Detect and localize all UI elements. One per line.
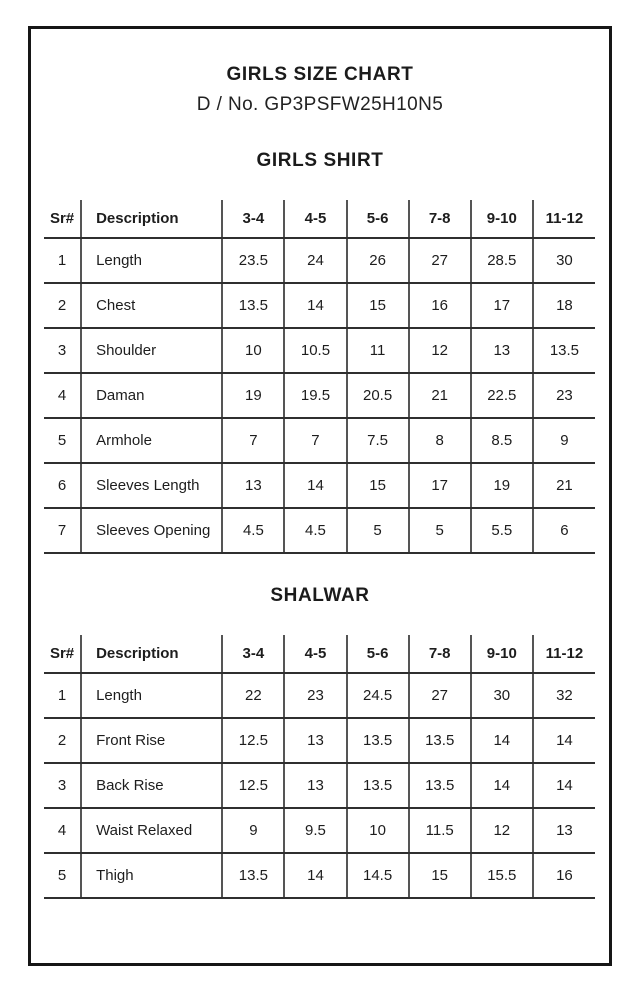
value-cell: 17 bbox=[471, 283, 533, 328]
sr-cell: 7 bbox=[44, 508, 81, 553]
shalwar-size-table bbox=[44, 635, 595, 899]
value-cell: 9 bbox=[533, 418, 595, 463]
description-cell: Thigh bbox=[81, 853, 222, 898]
value-cell: 13.5 bbox=[409, 718, 471, 763]
table-row bbox=[44, 328, 595, 373]
column-header-size: 3-4 bbox=[222, 635, 284, 673]
description-cell: Back Rise bbox=[81, 763, 222, 808]
description-cell: Daman bbox=[81, 373, 222, 418]
value-cell: 5 bbox=[347, 508, 409, 553]
description-cell: Sleeves Length bbox=[81, 463, 222, 508]
table-row bbox=[44, 853, 595, 898]
value-cell: 22 bbox=[222, 673, 284, 718]
sr-cell: 5 bbox=[44, 853, 81, 898]
value-cell: 19 bbox=[471, 463, 533, 508]
table-row bbox=[44, 718, 595, 763]
value-cell: 14 bbox=[284, 283, 346, 328]
sr-cell: 4 bbox=[44, 373, 81, 418]
column-header-sr: Sr# bbox=[44, 200, 81, 238]
sr-cell: 6 bbox=[44, 463, 81, 508]
sr-cell: 5 bbox=[44, 418, 81, 463]
value-cell: 13 bbox=[222, 463, 284, 508]
table-row bbox=[44, 373, 595, 418]
value-cell: 23 bbox=[284, 673, 346, 718]
column-header-size: 11-12 bbox=[533, 635, 595, 673]
value-cell: 10.5 bbox=[284, 328, 346, 373]
column-header-size: 9-10 bbox=[471, 200, 533, 238]
value-cell: 15 bbox=[347, 463, 409, 508]
value-cell: 10 bbox=[347, 808, 409, 853]
column-header-size: 9-10 bbox=[471, 635, 533, 673]
value-cell: 24 bbox=[284, 238, 346, 283]
value-cell: 13.5 bbox=[222, 283, 284, 328]
value-cell: 5 bbox=[409, 508, 471, 553]
value-cell: 8.5 bbox=[471, 418, 533, 463]
value-cell: 23.5 bbox=[222, 238, 284, 283]
value-cell: 14.5 bbox=[347, 853, 409, 898]
value-cell: 18 bbox=[533, 283, 595, 328]
column-header-size: 11-12 bbox=[533, 200, 595, 238]
value-cell: 19.5 bbox=[284, 373, 346, 418]
table-row bbox=[44, 283, 595, 328]
value-cell: 16 bbox=[533, 853, 595, 898]
table-row bbox=[44, 508, 595, 553]
shirt-table-title: GIRLS SHIRT bbox=[256, 150, 384, 171]
value-cell: 21 bbox=[409, 373, 471, 418]
value-cell: 30 bbox=[471, 673, 533, 718]
value-cell: 13.5 bbox=[222, 853, 284, 898]
value-cell: 24.5 bbox=[347, 673, 409, 718]
column-header-size: 5-6 bbox=[347, 635, 409, 673]
value-cell: 13 bbox=[284, 718, 346, 763]
value-cell: 22.5 bbox=[471, 373, 533, 418]
column-header-description: Description bbox=[81, 200, 222, 238]
column-header-description: Description bbox=[81, 635, 222, 673]
value-cell: 14 bbox=[471, 718, 533, 763]
value-cell: 28.5 bbox=[471, 238, 533, 283]
value-cell: 13.5 bbox=[409, 763, 471, 808]
value-cell: 14 bbox=[533, 763, 595, 808]
table-row bbox=[44, 808, 595, 853]
value-cell: 15 bbox=[347, 283, 409, 328]
value-cell: 16 bbox=[409, 283, 471, 328]
value-cell: 13 bbox=[284, 763, 346, 808]
shirt-header-row bbox=[44, 200, 595, 238]
value-cell: 19 bbox=[222, 373, 284, 418]
value-cell: 7.5 bbox=[347, 418, 409, 463]
value-cell: 6 bbox=[533, 508, 595, 553]
sr-cell: 2 bbox=[44, 283, 81, 328]
column-header-size: 7-8 bbox=[409, 635, 471, 673]
shirt-size-table bbox=[44, 200, 595, 554]
description-cell: Chest bbox=[81, 283, 222, 328]
table-row bbox=[44, 673, 595, 718]
sr-cell: 3 bbox=[44, 763, 81, 808]
column-header-size: 4-5 bbox=[284, 200, 346, 238]
sr-cell: 2 bbox=[44, 718, 81, 763]
value-cell: 13 bbox=[471, 328, 533, 373]
column-header-sr: Sr# bbox=[44, 635, 81, 673]
value-cell: 12 bbox=[471, 808, 533, 853]
sr-cell: 1 bbox=[44, 238, 81, 283]
value-cell: 9.5 bbox=[284, 808, 346, 853]
value-cell: 11.5 bbox=[409, 808, 471, 853]
value-cell: 15 bbox=[409, 853, 471, 898]
description-cell: Length bbox=[81, 673, 222, 718]
description-cell: Armhole bbox=[81, 418, 222, 463]
column-header-size: 4-5 bbox=[284, 635, 346, 673]
value-cell: 23 bbox=[533, 373, 595, 418]
description-cell: Sleeves Opening bbox=[81, 508, 222, 553]
value-cell: 7 bbox=[284, 418, 346, 463]
value-cell: 8 bbox=[409, 418, 471, 463]
value-cell: 9 bbox=[222, 808, 284, 853]
value-cell: 26 bbox=[347, 238, 409, 283]
value-cell: 13.5 bbox=[347, 763, 409, 808]
description-cell: Shoulder bbox=[81, 328, 222, 373]
value-cell: 7 bbox=[222, 418, 284, 463]
value-cell: 10 bbox=[222, 328, 284, 373]
value-cell: 30 bbox=[533, 238, 595, 283]
table-row bbox=[44, 763, 595, 808]
value-cell: 14 bbox=[284, 853, 346, 898]
size-chart-page bbox=[28, 26, 612, 966]
value-cell: 32 bbox=[533, 673, 595, 718]
value-cell: 4.5 bbox=[222, 508, 284, 553]
value-cell: 13.5 bbox=[533, 328, 595, 373]
page-title: GIRLS SIZE CHART bbox=[226, 64, 414, 85]
sr-cell: 1 bbox=[44, 673, 81, 718]
shalwar-table-title: SHALWAR bbox=[270, 585, 370, 606]
value-cell: 20.5 bbox=[347, 373, 409, 418]
value-cell: 12.5 bbox=[222, 763, 284, 808]
value-cell: 12.5 bbox=[222, 718, 284, 763]
table-row bbox=[44, 238, 595, 283]
column-header-size: 5-6 bbox=[347, 200, 409, 238]
table-row bbox=[44, 463, 595, 508]
value-cell: 21 bbox=[533, 463, 595, 508]
value-cell: 13.5 bbox=[347, 718, 409, 763]
bottom-whitespace bbox=[31, 899, 609, 959]
column-header-size: 7-8 bbox=[409, 200, 471, 238]
value-cell: 5.5 bbox=[471, 508, 533, 553]
column-header-size: 3-4 bbox=[222, 200, 284, 238]
value-cell: 14 bbox=[471, 763, 533, 808]
table-row bbox=[44, 418, 595, 463]
value-cell: 14 bbox=[284, 463, 346, 508]
value-cell: 15.5 bbox=[471, 853, 533, 898]
description-cell: Waist Relaxed bbox=[81, 808, 222, 853]
value-cell: 13 bbox=[533, 808, 595, 853]
description-cell: Length bbox=[81, 238, 222, 283]
value-cell: 27 bbox=[409, 238, 471, 283]
value-cell: 4.5 bbox=[284, 508, 346, 553]
value-cell: 17 bbox=[409, 463, 471, 508]
value-cell: 14 bbox=[533, 718, 595, 763]
description-cell: Front Rise bbox=[81, 718, 222, 763]
value-cell: 11 bbox=[347, 328, 409, 373]
shalwar-header-row bbox=[44, 635, 595, 673]
sr-cell: 4 bbox=[44, 808, 81, 853]
design-number: D / No. GP3PSFW25H10N5 bbox=[196, 94, 444, 115]
sr-cell: 3 bbox=[44, 328, 81, 373]
value-cell: 27 bbox=[409, 673, 471, 718]
value-cell: 12 bbox=[409, 328, 471, 373]
